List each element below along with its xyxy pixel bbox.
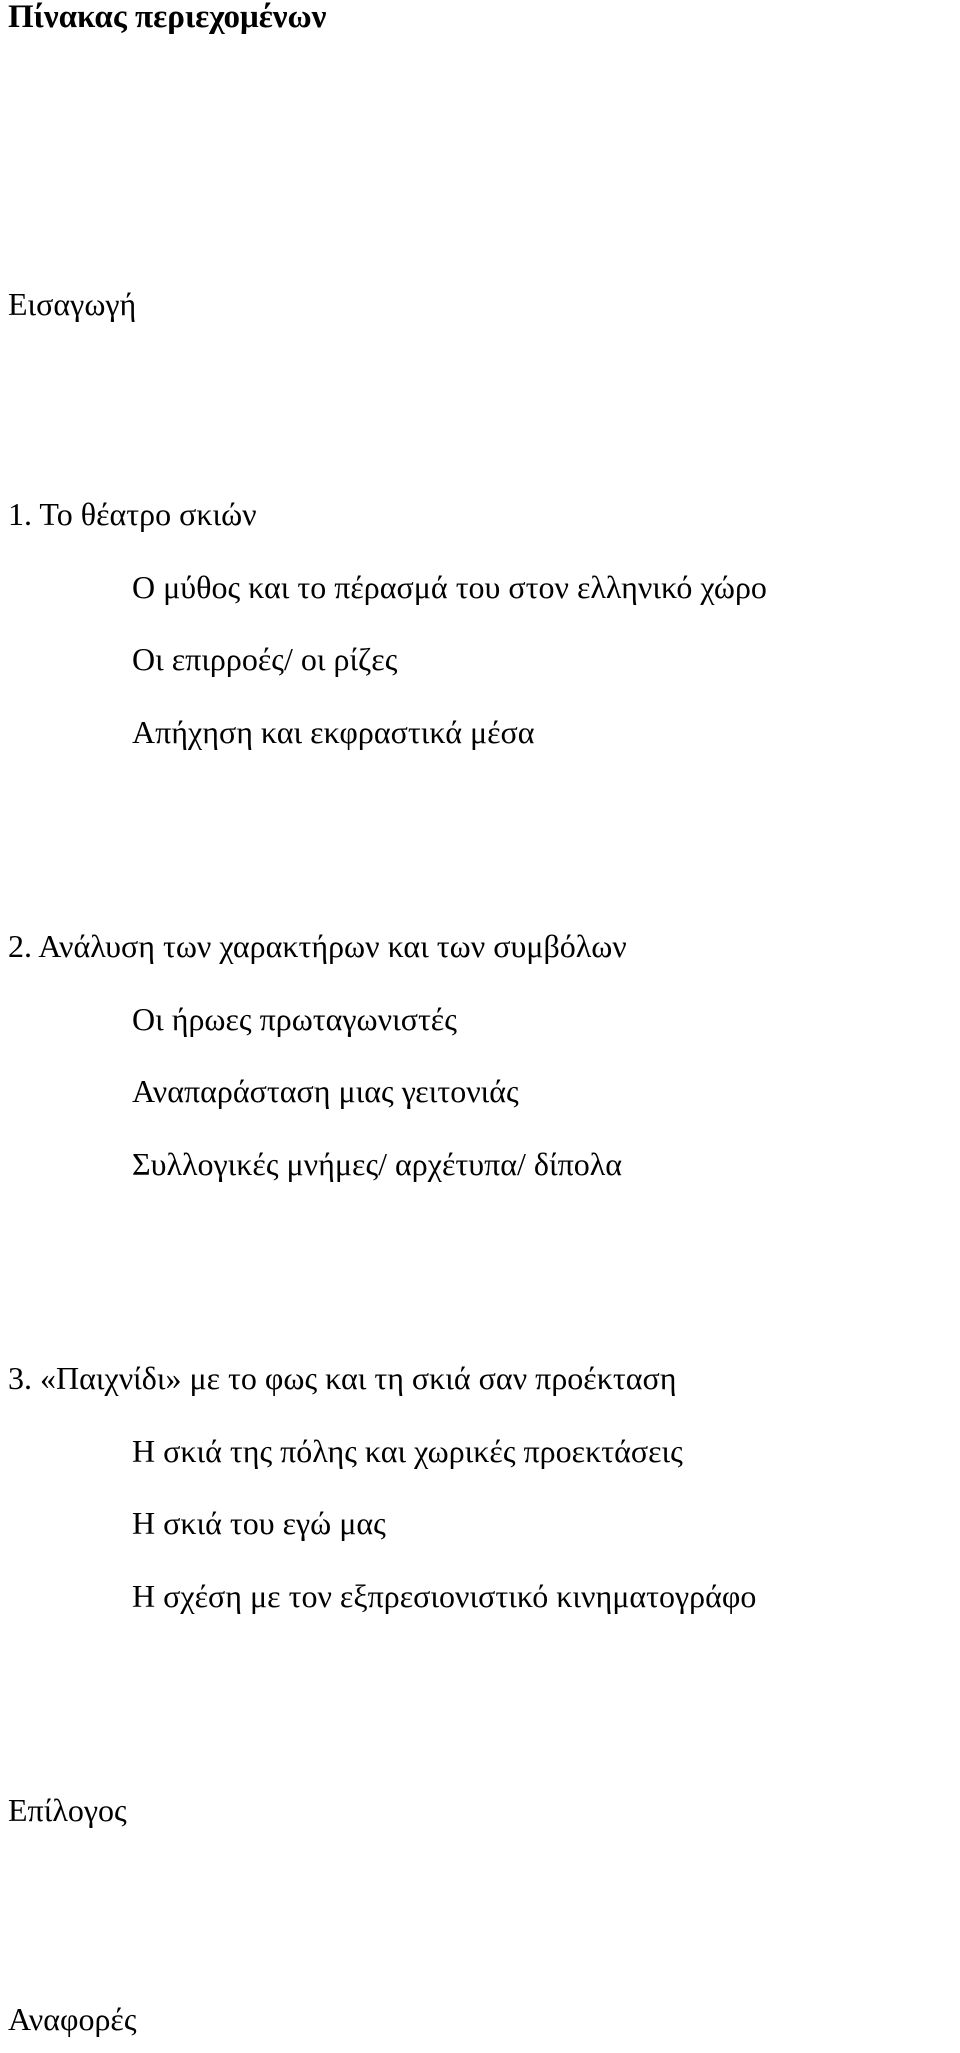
page-title: Πίνακας περιεχομένων bbox=[8, 0, 327, 35]
toc-entry-intro: Εισαγωγή bbox=[8, 286, 137, 322]
toc-subentry: Η σχέση με τον εξπρεσιονιστικό κινηματογράφο bbox=[132, 1578, 757, 1614]
toc-subentry: Οι ήρωες πρωταγωνιστές bbox=[132, 1001, 457, 1037]
toc-entry-epilogue: Επίλογος bbox=[8, 1792, 127, 1828]
toc-subentry: Οι επιρροές/ οι ρίζες bbox=[132, 641, 398, 677]
toc-subentry: Συλλογικές μνήμες/ αρχέτυπα/ δίπολα bbox=[132, 1146, 623, 1182]
toc-section-heading: 2. Ανάλυση των χαρακτήρων και των συμβόλων bbox=[8, 928, 627, 964]
toc-subentry: Η σκιά της πόλης και χωρικές προεκτάσεις bbox=[132, 1433, 683, 1469]
toc-section-heading: 3. «Παιχνίδι» με το φως και τη σκιά σαν προέκταση bbox=[8, 1360, 677, 1396]
toc-subentry: Αναπαράσταση μιας γειτονιάς bbox=[132, 1073, 519, 1109]
toc-subentry: Απήχηση και εκφραστικά μέσα bbox=[132, 714, 535, 750]
toc-entry-references: Αναφορές bbox=[8, 2001, 137, 2037]
toc-section-heading: 1. Το θέατρο σκιών bbox=[8, 496, 257, 532]
toc-subentry: Η σκιά του εγώ μας bbox=[132, 1505, 386, 1541]
toc-subentry: Ο μύθος και το πέρασμά του στον ελληνικό χώρο bbox=[132, 569, 767, 605]
